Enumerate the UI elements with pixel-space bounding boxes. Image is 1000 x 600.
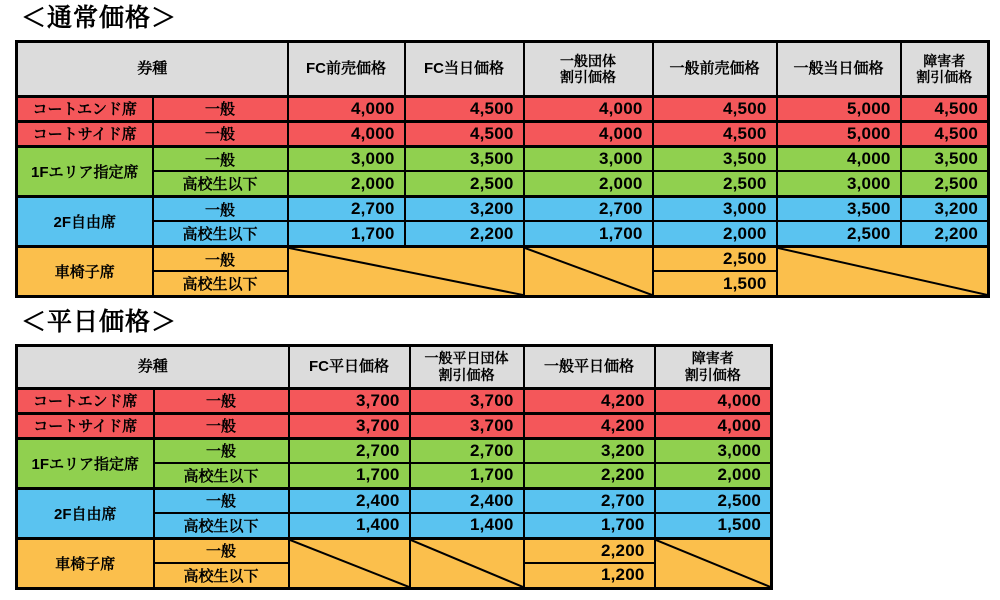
col-header-disability-discount: 障害者 割引価格 [655,345,772,388]
price-cell: 4,000 [524,121,653,146]
price-cell: 2,500 [405,171,524,196]
price-cell: 1,500 [653,271,777,296]
price-cell: 2,000 [288,171,405,196]
category-cell: 一般 [154,538,289,563]
price-cell: 1,700 [288,221,405,246]
category-cell: 一般 [153,96,288,121]
category-cell: 高校生以下 [153,171,288,196]
price-cell: 3,700 [410,388,524,413]
price-cell: 1,500 [655,513,772,538]
na-slash-cell [288,246,524,296]
price-cell: 3,700 [289,413,410,438]
price-cell: 3,700 [410,413,524,438]
price-cell: 3,700 [289,388,410,413]
table-row-2f-free-student [17,221,989,246]
table-row-2f-free-general [17,196,989,221]
price-cell: 2,500 [655,488,772,513]
category-cell: 一般 [153,146,288,171]
table-row-court-end [17,96,989,121]
price-cell: 2,200 [524,463,655,488]
diagonal-line-icon [411,540,523,587]
price-cell: 4,500 [901,96,989,121]
price-cell: 3,000 [288,146,405,171]
seat-cell: 1Fエリア指定席 [17,146,153,196]
diagonal-line-icon [778,248,988,295]
category-cell: 一般 [154,388,289,413]
table-row-2f-free-general [17,488,772,513]
price-cell: 2,500 [653,171,777,196]
category-cell: 一般 [153,121,288,146]
category-cell: 一般 [153,196,288,221]
price-cell: 1,400 [289,513,410,538]
diagonal-line-icon [289,248,523,295]
weekday-price-title: ＜平日価格＞ [21,307,178,336]
col-header-general-day: 一般当日価格 [777,41,901,96]
price-cell: 3,000 [777,171,901,196]
price-cell: 2,700 [288,196,405,221]
price-cell: 2,500 [653,246,777,271]
diagonal-line-icon [525,248,652,295]
price-cell: 2,200 [901,221,989,246]
price-cell: 4,500 [901,121,989,146]
seat-cell: 2F自由席 [17,488,154,538]
price-cell: 3,200 [405,196,524,221]
seat-cell: コートエンド席 [17,96,153,121]
seat-cell: 2F自由席 [17,196,153,246]
price-cell: 4,000 [777,146,901,171]
na-slash-cell [777,246,989,296]
diagonal-line-icon [656,540,771,587]
price-cell: 2,400 [410,488,524,513]
ticket-type-header: 券種 [17,345,289,388]
price-cell: 3,200 [524,438,655,463]
col-header-weekday-group-discount: 一般平日団体 割引価格 [410,345,524,388]
price-cell: 2,200 [405,221,524,246]
table-row-1f-reserved-student [17,171,989,196]
category-cell: 高校生以下 [153,271,288,296]
price-cell: 4,000 [524,96,653,121]
table-row-wheelchair-general [17,246,989,271]
price-cell: 1,700 [524,513,655,538]
table-row-court-end [17,388,772,413]
price-cell: 3,000 [524,146,653,171]
category-cell: 一般 [154,438,289,463]
category-cell: 一般 [154,413,289,438]
normal-table-header-row [17,41,989,96]
price-cell: 4,200 [524,388,655,413]
price-cell: 2,000 [524,171,653,196]
price-cell: 4,000 [288,96,405,121]
price-cell: 2,700 [524,196,653,221]
na-slash-cell [524,246,653,296]
table-row-1f-reserved-general [17,146,989,171]
col-header-general-weekday: 一般平日価格 [524,345,655,388]
na-slash-cell [289,538,410,588]
price-cell: 2,700 [289,438,410,463]
price-cell: 4,500 [653,96,777,121]
price-cell: 1,400 [410,513,524,538]
seat-cell: 車椅子席 [17,246,153,296]
price-cell: 4,200 [524,413,655,438]
price-cell: 4,000 [655,388,772,413]
col-header-general-advance: 一般前売価格 [653,41,777,96]
seat-cell: 車椅子席 [17,538,154,588]
price-cell: 5,000 [777,121,901,146]
price-cell: 2,200 [524,538,655,563]
price-cell: 3,000 [655,438,772,463]
price-cell: 3,500 [405,146,524,171]
seat-cell: 1Fエリア指定席 [17,438,154,488]
price-cell: 4,000 [655,413,772,438]
col-header-fc-advance: FC前売価格 [288,41,405,96]
price-cell: 4,000 [288,121,405,146]
col-header-disability-discount: 障害者 割引価格 [901,41,989,96]
price-cell: 4,500 [405,96,524,121]
weekday-price-table [15,344,773,590]
normal-price-table [15,40,990,298]
seat-cell: コートサイド席 [17,121,153,146]
price-cell: 2,500 [901,171,989,196]
col-header-fc-day: FC当日価格 [405,41,524,96]
category-cell: 一般 [154,488,289,513]
price-cell: 3,500 [653,146,777,171]
category-cell: 高校生以下 [153,221,288,246]
price-cell: 2,700 [410,438,524,463]
category-cell: 高校生以下 [154,513,289,538]
price-cell: 2,000 [655,463,772,488]
ticket-type-header: 券種 [17,41,288,96]
table-row-1f-reserved-general [17,438,772,463]
price-cell: 1,700 [524,221,653,246]
price-cell: 3,000 [653,196,777,221]
price-cell: 3,500 [777,196,901,221]
table-row-court-side [17,121,989,146]
price-cell: 2,500 [777,221,901,246]
na-slash-cell [410,538,524,588]
price-cell: 2,000 [653,221,777,246]
table-row-wheelchair-general [17,538,772,563]
price-cell: 2,700 [524,488,655,513]
price-cell: 2,400 [289,488,410,513]
col-header-group-discount: 一般団体 割引価格 [524,41,653,96]
price-cell: 3,500 [901,146,989,171]
seat-cell: コートエンド席 [17,388,154,413]
diagonal-line-icon [290,540,409,587]
col-header-fc-weekday: FC平日価格 [289,345,410,388]
price-cell: 3,200 [901,196,989,221]
category-cell: 一般 [153,246,288,271]
weekday-table-header-row [17,345,772,388]
price-cell: 1,200 [524,563,655,588]
price-cell: 5,000 [777,96,901,121]
category-cell: 高校生以下 [154,563,289,588]
category-cell: 高校生以下 [154,463,289,488]
table-row-court-side [17,413,772,438]
price-cell: 4,500 [405,121,524,146]
na-slash-cell [655,538,772,588]
normal-price-title: ＜通常価格＞ [21,4,178,32]
seat-cell: コートサイド席 [17,413,154,438]
price-cell: 1,700 [410,463,524,488]
price-cell: 4,500 [653,121,777,146]
price-cell: 1,700 [289,463,410,488]
